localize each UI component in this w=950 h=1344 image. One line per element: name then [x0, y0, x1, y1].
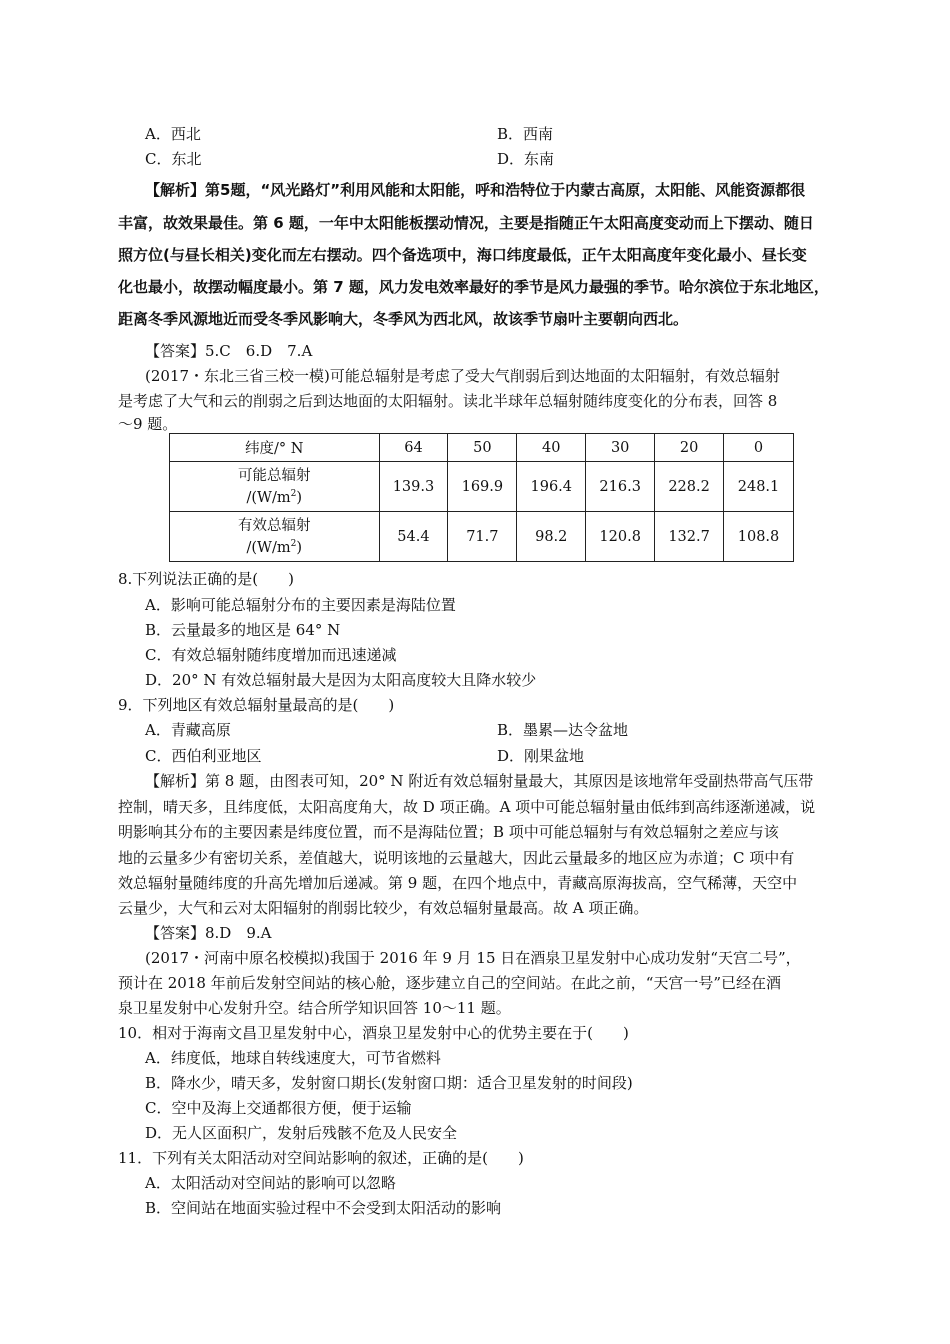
table-cell: 120.8	[586, 512, 655, 562]
table-header-cell: 20	[655, 434, 724, 462]
table-header-cell: 50	[448, 434, 517, 462]
q9-option-c: C．西伯利亚地区	[145, 747, 262, 765]
analysis-line: 【解析】第5题，“风光路灯”利用风能和太阳能，呼和浩特位于内蒙古高原，太阳能、风能资源都很	[145, 181, 806, 199]
row-unit: $/(W/m^2)$	[246, 538, 302, 556]
q9-stem: 9．下列地区有效总辐射量最高的是( )	[118, 696, 395, 714]
row-label: 可能总辐射	[238, 467, 311, 484]
q11-option-a: A．太阳活动对空间站的影响可以忽略	[145, 1174, 396, 1192]
table-cell: 228.2	[655, 462, 724, 512]
q7-option-c: C．东北	[145, 150, 202, 168]
analysis-line: 地的云量多少有密切关系，差值越大，说明该地的云量越大，因此云量最多的地区应为赤道；C 项中有	[118, 849, 795, 867]
analysis-line: 控制，晴天多，且纬度低，太阳高度角大，故 D 项正确。A 项中可能总辐射量由低纬到高纬逐渐递减，说	[118, 798, 816, 816]
table-header-cell: 0	[724, 434, 794, 462]
intro-line: 泉卫星发射中心发射升空。结合所学知识回答 10～11 题。	[118, 999, 511, 1017]
analysis-line: 效总辐射量随纬度的升高先增加后递减。第 9 题，在四个地点中，青藏高原海拔高，空气稀薄，天空中	[118, 874, 798, 892]
answer-5-7: 【答案】5.C 6.D 7.A	[145, 342, 313, 360]
q9-option-b: B．墨累—达令盆地	[497, 721, 629, 739]
q7-option-d: D．东南	[497, 150, 555, 168]
table-cell: 139.3	[379, 462, 448, 512]
table-cell: 132.7	[655, 512, 724, 562]
q10-option-b: B．降水少，晴天多，发射窗口期长(发射窗口期：适合卫星发射的时间段)	[145, 1074, 633, 1092]
analysis-line: 云量少，大气和云对太阳辐射的削弱比较少，有效总辐射量最高。故 A 项正确。	[118, 899, 649, 917]
analysis-line: 明影响其分布的主要因素是纬度位置，而不是海陆位置；B 项中可能总辐射与有效总辐射之差应与该	[118, 823, 779, 841]
table-cell: 248.1	[724, 462, 794, 512]
answer-8-9: 【答案】8.D 9.A	[145, 924, 272, 942]
q11-option-b: B．空间站在地面实验过程中不会受到太阳活动的影响	[145, 1199, 502, 1217]
table-cell: 98.2	[517, 512, 586, 562]
analysis-line: 距离冬季风源地近而受冬季风影响大，冬季风为西北风，故该季节扇叶主要朝向西北。	[118, 310, 689, 328]
q9-option-a: A．青藏高原	[145, 721, 231, 739]
q10-stem: 10．相对于海南文昌卫星发射中心，酒泉卫星发射中心的优势主要在于( )	[118, 1024, 629, 1042]
table-cell: 54.4	[379, 512, 448, 562]
analysis-line: 丰富，故效果最佳。第 6 题，一年中太阳能板摆动情况，主要是指随正午太阳高度变动而上下摆动、随日	[118, 214, 814, 232]
analysis-line: 【解析】第 8 题，由图表可知，20° N 附近有效总辐射量最大，其原因是该地常年受副热带高气压带	[145, 772, 814, 790]
q10-option-a: A．纬度低，地球自转线速度大，可节省燃料	[145, 1049, 441, 1067]
row-label-cell	[170, 462, 380, 512]
intro-line: (2017・东北三省三校一模)可能总辐射是考虑了受大气削弱后到达地面的太阳辐射，有效总辐射	[145, 367, 780, 385]
q8-option-c: C．有效总辐射随纬度增加而迅速递减	[145, 646, 397, 664]
q11-stem: 11．下列有关太阳活动对空间站影响的叙述，正确的是( )	[118, 1149, 524, 1167]
q8-stem: 8.下列说法正确的是( )	[118, 570, 295, 588]
intro-line: 预计在 2018 年前后发射空间站的核心舱，逐步建立自己的空间站。在此之前，“天宫一号”已经在酒	[118, 974, 782, 992]
table-header-cell: 64	[379, 434, 448, 462]
row-unit: $/(W/m^2)$	[246, 488, 302, 506]
table-header-row	[170, 434, 794, 462]
q8-option-a: A．影响可能总辐射分布的主要因素是海陆位置	[145, 596, 456, 614]
table-cell: 169.9	[448, 462, 517, 512]
intro-line: 是考虑了大气和云的削弱之后到达地面的太阳辐射。读北半球年总辐射随纬度变化的分布表，回答 8	[118, 392, 778, 410]
radiation-table	[169, 433, 794, 562]
q8-option-b: B．云量最多的地区是 64° N	[145, 621, 341, 639]
table-header-label: 纬度/° N	[170, 434, 380, 462]
q7-option-a: A．西北	[145, 125, 201, 143]
row-label: 有效总辐射	[238, 517, 311, 534]
row-label-cell	[170, 512, 380, 562]
q8-option-d: D．20° N 有效总辐射最大是因为太阳高度较大且降水较少	[145, 671, 537, 689]
analysis-line: 照方位(与昼长相关)变化而左右摆动。四个备选项中，海口纬度最低，正午太阳高度年变化最小、昼长变	[118, 246, 807, 264]
q10-option-d: D．无人区面积广，发射后残骸不危及人民安全	[145, 1124, 458, 1142]
table-header-cell: 30	[586, 434, 655, 462]
q9-option-d: D．刚果盆地	[497, 747, 585, 765]
table-row	[170, 512, 794, 562]
table-row	[170, 462, 794, 512]
table-header-cell: 40	[517, 434, 586, 462]
intro-line: (2017・河南中原名校模拟)我国于 2016 年 9 月 15 日在酒泉卫星发射中心成功发射“天宫二号”，	[145, 949, 801, 967]
q10-option-c: C．空中及海上交通都很方便，便于运输	[145, 1099, 412, 1117]
table-cell: 196.4	[517, 462, 586, 512]
table-cell: 108.8	[724, 512, 794, 562]
table-cell: 216.3	[586, 462, 655, 512]
table-cell: 71.7	[448, 512, 517, 562]
q7-option-b: B．西南	[497, 125, 554, 143]
analysis-line: 化也最小，故摆动幅度最小。第 7 题，风力发电效率最好的季节是风力最强的季节。哈尔滨位于东北地区，	[118, 278, 829, 296]
intro-line: ～9 题。	[118, 415, 178, 433]
